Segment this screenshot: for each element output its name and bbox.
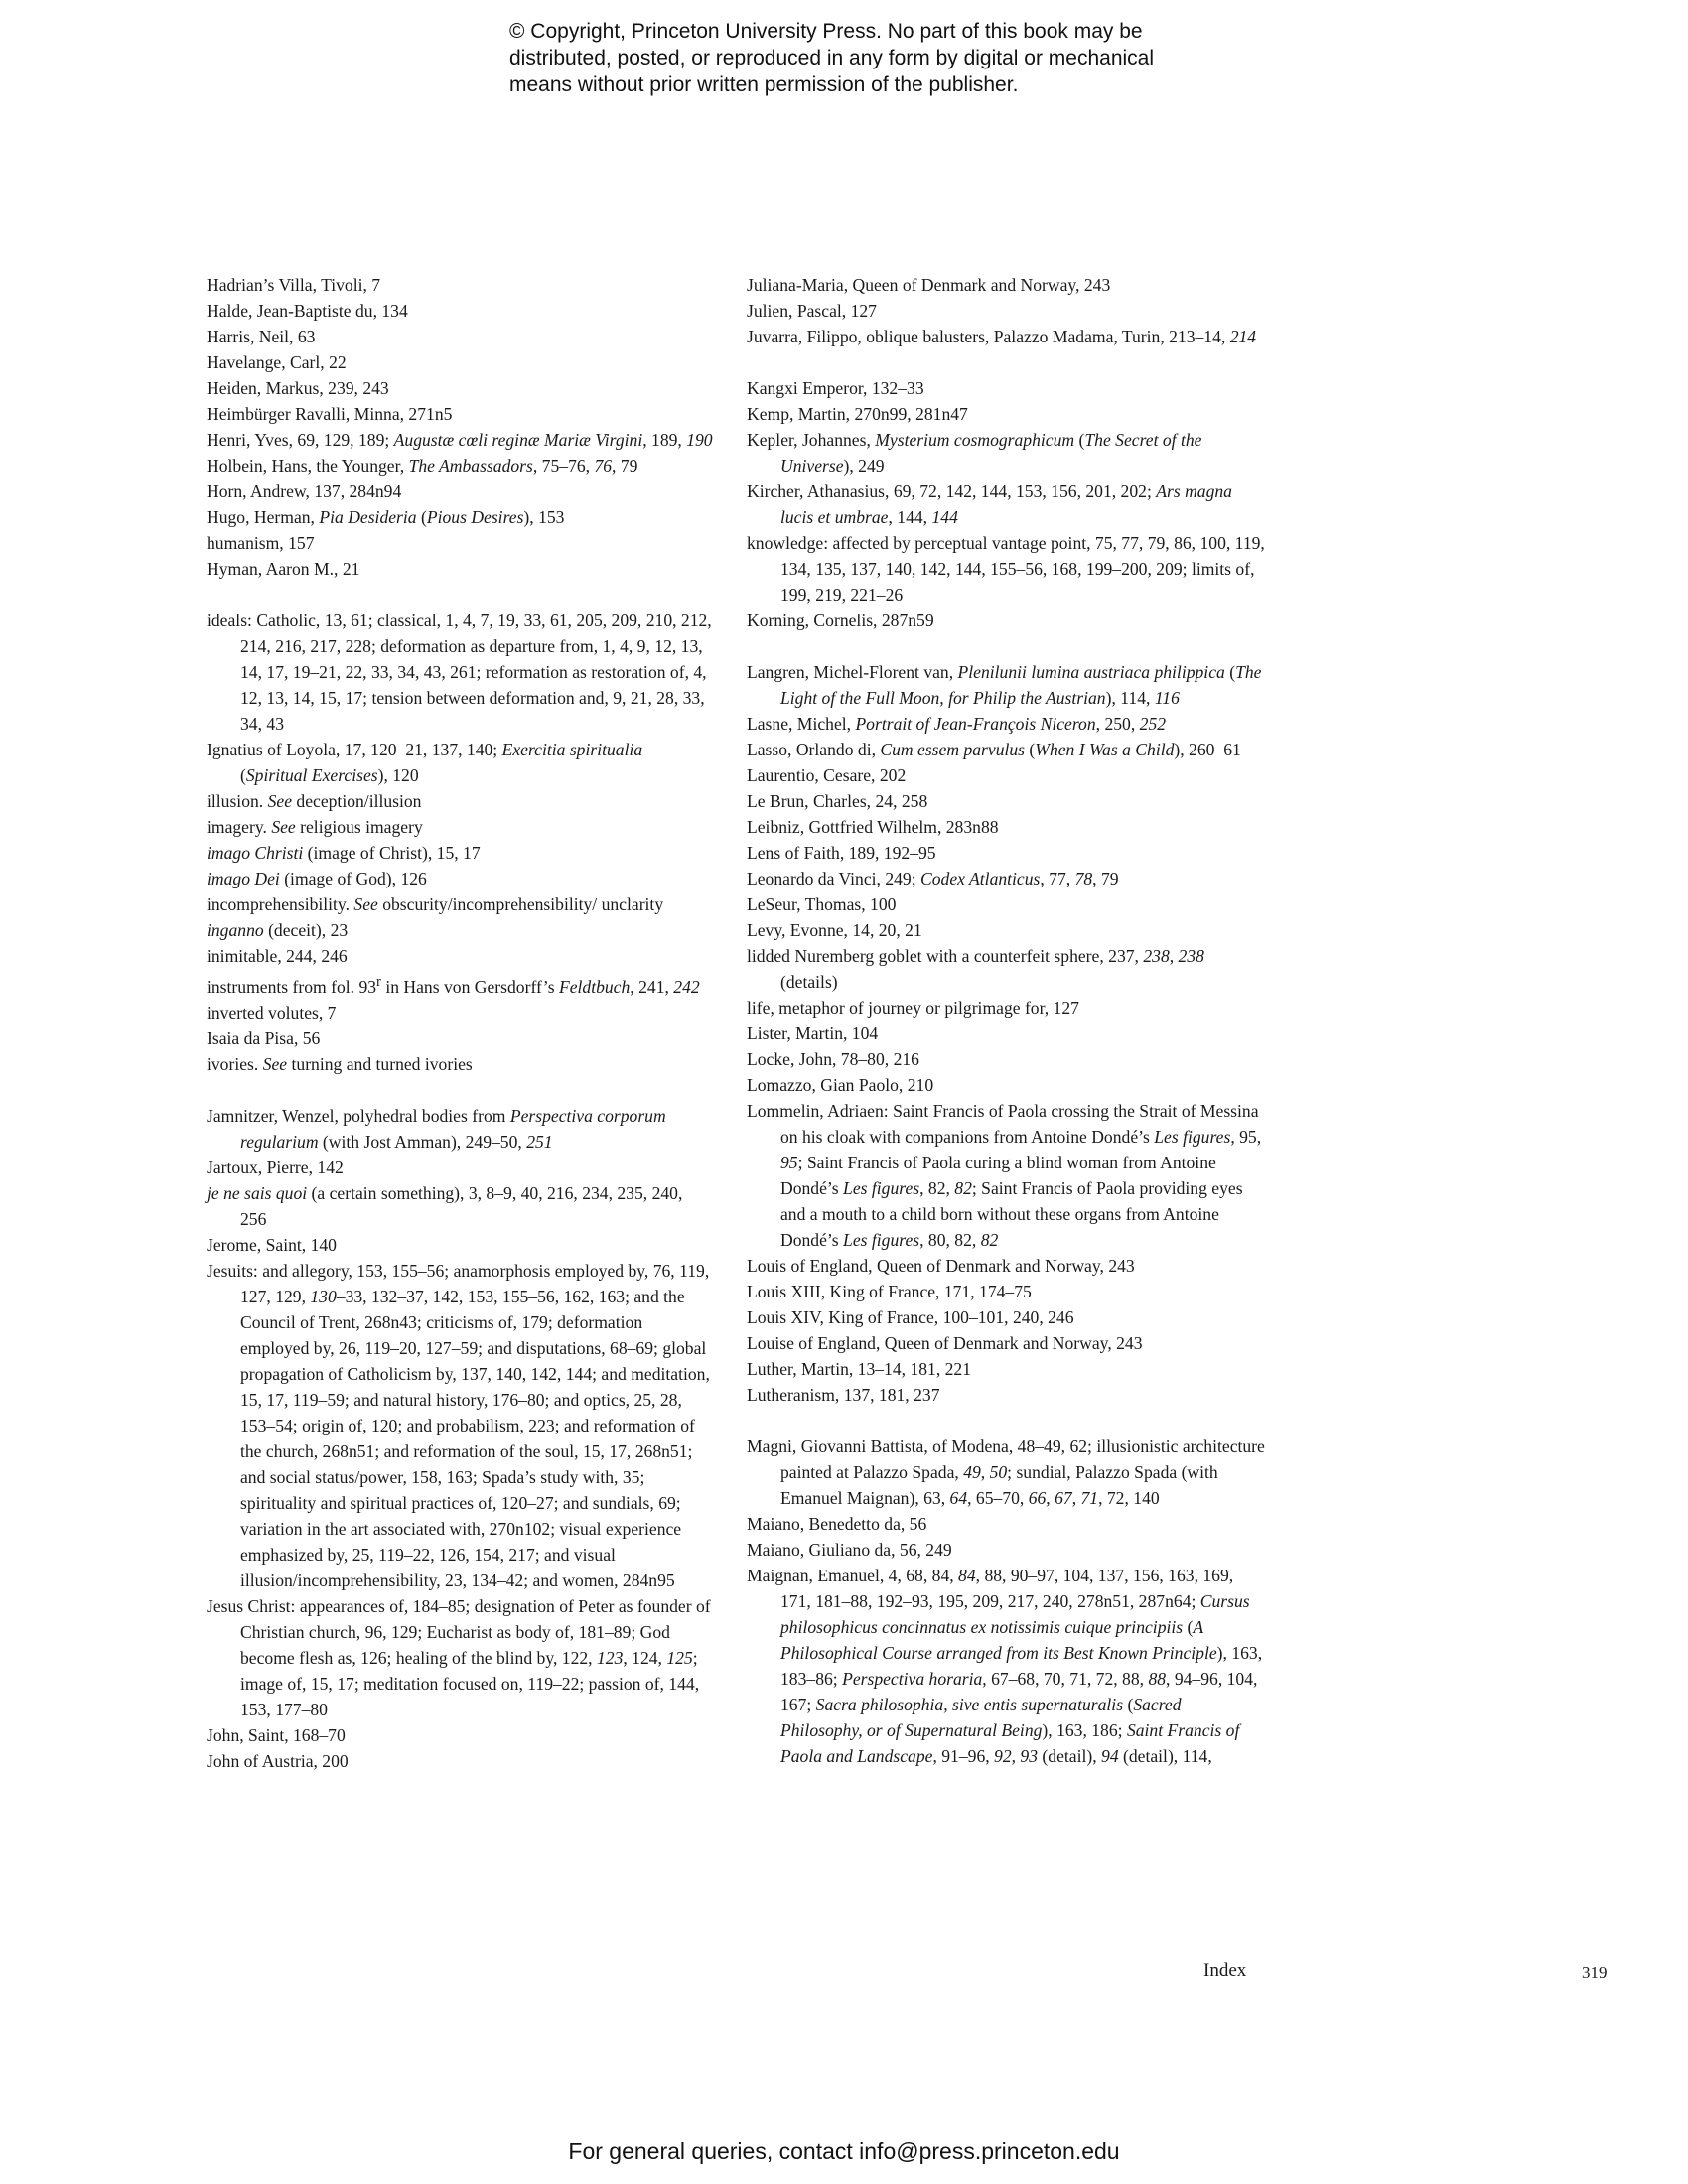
index-entry: Le Brun, Charles, 24, 258 (747, 791, 928, 811)
copyright-notice (509, 18, 1224, 98)
index-entry: Laurentio, Cesare, 202 (747, 765, 907, 785)
index-entry: Heimbürger Ravalli, Minna, 271n5 (207, 404, 453, 424)
index-entry: inverted volutes, 7 (207, 1002, 337, 1023)
index-entry: Horn, Andrew, 137, 284n94 (207, 481, 402, 501)
index-entry: Kepler, Johannes, Mysterium cosmographicum (The Secret of the Universe), 249 (747, 430, 1202, 476)
index-entry: Lutheranism, 137, 181, 237 (747, 1385, 940, 1405)
index-column-right (747, 272, 1265, 1795)
index-entry: humanism, 157 (207, 533, 315, 553)
index-entry: Jartoux, Pierre, 142 (207, 1157, 344, 1177)
index-entry: Langren, Michel-Florent van, Plenilunii lumina austriaca philippica (The Light of the Full Moon, for Philip the Austrian), 114, 116 (747, 662, 1262, 708)
index-letter-group (207, 272, 713, 582)
index-entry: Halde, Jean-Baptiste du, 134 (207, 301, 408, 321)
index-entry: Louis of England, Queen of Denmark and Norway, 243 (747, 1256, 1135, 1276)
index-entry: Maignan, Emanuel, 4, 68, 84, 84, 88, 90–97, 104, 137, 156, 163, 169, 171, 181–88, 192–93, 195, 209, 217, 240, 278n51, 287n64; Cursus philosophicus concinnatus ex notissimis cuique principiis (A Philosophical Course arranged from its Best Known Principle), 163, 183–86; Perspectiva horaria, 67–68, 70, 71, 72, 88, 88, 94–96, 104, 167; Sacra philosophia, sive entis supernaturalis (Sacred Philosophy, or of Supernatural Being), 163, 186; Saint Francis of Paola and Landscape, 91–96, 92, 93 (detail), 94 (detail), 114, (747, 1566, 1263, 1766)
index-entry: Kemp, Martin, 270n99, 281n47 (747, 404, 968, 424)
index-entry: Maiano, Giuliano da, 56, 249 (747, 1540, 952, 1560)
index-entry: Louis XIV, King of France, 100–101, 240, 246 (747, 1307, 1074, 1327)
index-entry: Lasso, Orlando di, Cum essem parvulus (When I Was a Child), 260–61 (747, 740, 1241, 759)
index-entry: John, Saint, 168–70 (207, 1724, 346, 1745)
index-letter-group (747, 272, 1265, 349)
index-entry: Isaia da Pisa, 56 (207, 1027, 321, 1048)
index-entry: Levy, Evonne, 14, 20, 21 (747, 920, 922, 940)
index-entry: Luther, Martin, 13–14, 181, 221 (747, 1359, 972, 1379)
index-entry: Korning, Cornelis, 287n59 (747, 611, 934, 630)
index-entry: LeSeur, Thomas, 100 (747, 894, 897, 914)
index-entry: Jerome, Saint, 140 (207, 1234, 337, 1255)
index-column-left (207, 272, 713, 1800)
index-entry: knowledge: affected by perceptual vantage point, 75, 77, 79, 86, 100, 119, 134, 135, 137, 140, 142, 144, 155–56, 168, 199–200, 209; limits of, 199, 219, 221–26 (747, 533, 1265, 605)
index-letter-group (747, 375, 1265, 633)
copyright-line: © Copyright, Princeton University Press. No part of this book may be (509, 20, 1143, 43)
index-entry: Heiden, Markus, 239, 243 (207, 378, 389, 398)
index-entry: imagery. See religious imagery (207, 817, 423, 837)
index-entry: Louis XIII, King of France, 171, 174–75 (747, 1282, 1032, 1301)
running-head: Index (1203, 1960, 1247, 1980)
index-letter-group (747, 1433, 1265, 1769)
index-entry: Juvarra, Filippo, oblique balusters, Palazzo Madama, Turin, 213–14, 214 (747, 327, 1257, 346)
index-entry: imago Christi (image of Christ), 15, 17 (207, 843, 481, 863)
index-entry: Lomazzo, Gian Paolo, 210 (747, 1075, 934, 1095)
index-entry: Leonardo da Vinci, 249; Codex Atlanticus, 77, 78, 79 (747, 869, 1119, 888)
index-entry: Harris, Neil, 63 (207, 327, 316, 346)
index-entry: Lens of Faith, 189, 192–95 (747, 843, 936, 863)
index-entry: incomprehensibility. See obscurity/incomprehensibility/ unclarity (207, 894, 664, 914)
index-entry: Holbein, Hans, the Younger, The Ambassadors, 75–76, 76, 79 (207, 456, 638, 476)
index-entry: Lommelin, Adriaen: Saint Francis of Paola crossing the Strait of Messina on his cloak with companions from Antoine Dondé’s Les figures, 95, 95; Saint Francis of Paola curing a blind woman from Antoine Dondé’s Les figures, 82, 82; Saint Francis of Paola providing eyes and a mouth to a child born without these organs from Antoine Dondé’s Les figures, 80, 82, 82 (747, 1101, 1262, 1250)
index-entry: Hugo, Herman, Pia Desideria (Pious Desires), 153 (207, 507, 565, 527)
index-letter-group (747, 659, 1265, 1408)
index-entry: Kircher, Athanasius, 69, 72, 142, 144, 153, 156, 201, 202; Ars magna lucis et umbrae, 144, 144 (747, 481, 1232, 527)
index-entry: illusion. See deception/illusion (207, 791, 422, 811)
copyright-line: distributed, posted, or reproduced in any form by digital or mechanical (509, 47, 1155, 69)
index-entry: lidded Nuremberg goblet with a counterfeit sphere, 237, 238, 238 (details) (747, 946, 1204, 992)
index-entry: Havelange, Carl, 22 (207, 352, 347, 372)
index-entry: Jesuits: and allegory, 153, 155–56; anamorphosis employed by, 76, 119, 127, 129, 130–33, 132–37, 142, 153, 155–56, 162, 163; and the Council of Trent, 268n43; criticisms of, 179; deformation employed by, 26, 119–20, 127–59; and disputations, 68–69; global propagation of Catholicism by, 137, 140, 142, 144; and meditation, 15, 17, 119–59; and natural history, 176–80; and optics, 25, 28, 153–54; origin of, 120; and probabilism, 223; and reformation of the church, 268n51; and reformation of the soul, 15, 17, 268n51; and social status/power, 158, 163; Spada’s study with, 35; spirituality and spiritual practices of, 120–27; and sundials, 69; variation in the art associated with, 270n102; visual experience emphasized by, 25, 119–22, 126, 154, 217; and visual illusion/incomprehensibility, 23, 134–42; and women, 284n95 (207, 1260, 710, 1590)
index-entry: Lasne, Michel, Portrait of Jean-François Niceron, 250, 252 (747, 714, 1167, 734)
index-entry: John of Austria, 200 (207, 1750, 349, 1771)
index-entry: inganno (deceit), 23 (207, 920, 349, 940)
index-entry: Jamnitzer, Wenzel, polyhedral bodies from Perspectiva corporum regularium (with Jost Amman), 249–50, 251 (207, 1105, 666, 1152)
index-entry: Locke, John, 78–80, 216 (747, 1049, 919, 1069)
index-entry: life, metaphor of journey or pilgrimage for, 127 (747, 998, 1079, 1018)
index-entry: ivories. See turning and turned ivories (207, 1053, 473, 1074)
index-entry: Magni, Giovanni Battista, of Modena, 48–49, 62; illusionistic architecture painted at Palazzo Spada, 49, 50; sundial, Palazzo Spada (with Emanuel Maignan), 63, 64, 65–70, 66, 67, 71, 72, 140 (747, 1436, 1265, 1508)
index-entry: Jesus Christ: appearances of, 184–85; designation of Peter as founder of Christian church, 96, 129; Eucharist as body of, 181–89; God become flesh as, 126; healing of the blind by, 122, 123, 124, 125; image of, 15, 17; meditation focused on, 119–22; passion of, 144, 153, 177–80 (207, 1595, 711, 1719)
footer-contact: For general queries, contact info@press.princeton.edu (568, 2138, 1120, 2164)
index-letter-group (207, 1103, 713, 1774)
index-entry: instruments from fol. 93$^r$ in Hans von Gersdorff’s Feldtbuch, 241, 242 (207, 974, 700, 997)
index-entry: imago Dei (image of God), 126 (207, 869, 427, 888)
index-entry: Hyman, Aaron M., 21 (207, 559, 360, 579)
index-entry: Ignatius of Loyola, 17, 120–21, 137, 140; Exercitia spiritualia (Spiritual Exercises), 120 (207, 740, 643, 785)
index-entry: inimitable, 244, 246 (207, 946, 348, 966)
index-entry: Leibniz, Gottfried Wilhelm, 283n88 (747, 817, 999, 837)
index-entry: Hadrian’s Villa, Tivoli, 7 (207, 275, 381, 295)
index-entry: Julien, Pascal, 127 (747, 301, 877, 321)
index-entry: Louise of England, Queen of Denmark and Norway, 243 (747, 1333, 1143, 1353)
index-entry: Henri, Yves, 69, 129, 189; Augustæ cœli reginæ Mariæ Virgini, 189, 190 (207, 430, 713, 450)
index-entry: Maiano, Benedetto da, 56 (747, 1514, 927, 1534)
index-entry: Kangxi Emperor, 132–33 (747, 378, 924, 398)
index-letter-group (207, 608, 713, 1077)
index-entry: ideals: Catholic, 13, 61; classical, 1, 4, 7, 19, 33, 61, 205, 209, 210, 212, 214, 216, 217, 228; deformation as departure from, 1, 4, 9, 12, 13, 14, 17, 19–21, 22, 33, 34, 43, 261; reformation as restoration of, 4, 12, 13, 14, 15, 17; tension between deformation and, 9, 21, 28, 33, 34, 43 (207, 611, 712, 734)
index-entry: Juliana-Maria, Queen of Denmark and Norway, 243 (747, 275, 1111, 295)
copyright-line: means without prior written permission of the publisher. (509, 73, 1019, 96)
index-entry: Lister, Martin, 104 (747, 1024, 879, 1043)
page-number: 319 (1582, 1963, 1608, 1981)
index-entry: je ne sais quoi (a certain something), 3, 8–9, 40, 216, 234, 235, 240, 256 (207, 1182, 683, 1229)
